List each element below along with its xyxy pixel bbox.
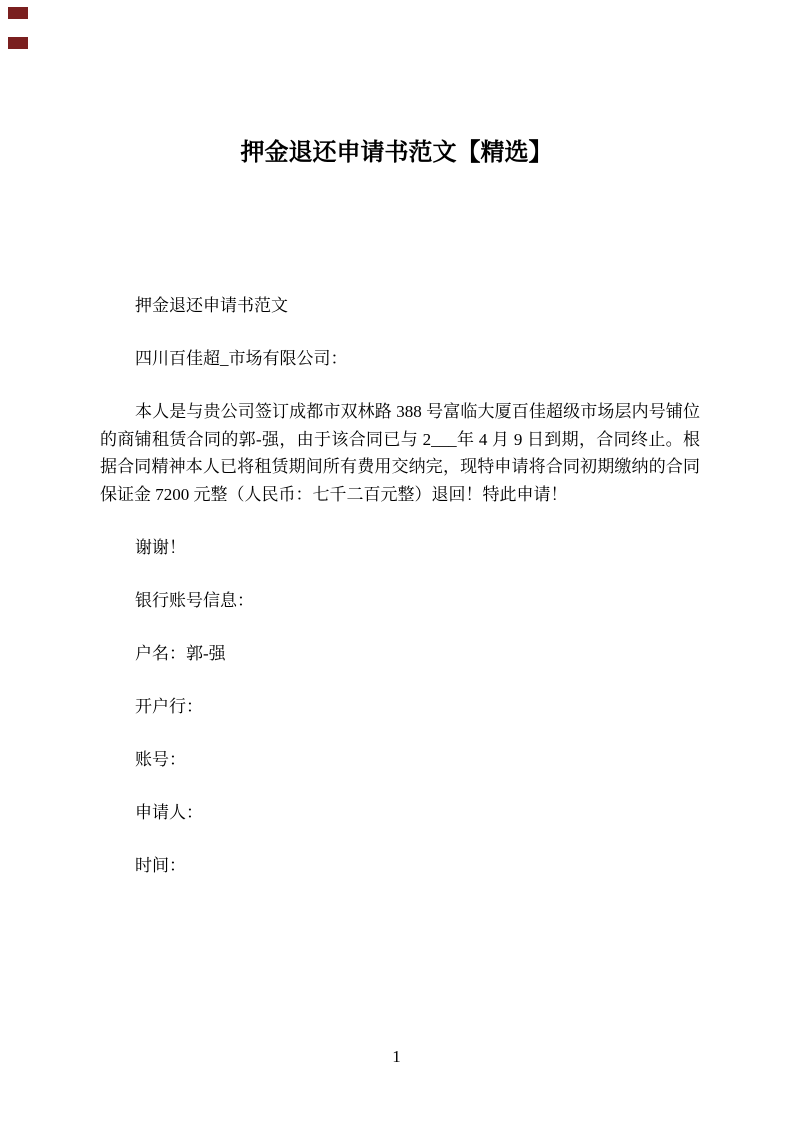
paragraph-applicant: 申请人： — [135, 802, 203, 822]
paragraph-date: 时间： — [135, 855, 186, 875]
paragraph-heading: 押金退还申请书范文 — [135, 296, 288, 315]
document-title: 押金退还申请书范文【精选】 — [240, 138, 553, 166]
paragraph-application-body: 本人是与贵公司签订成都市双林路 388 号富临大厦百佳超级市场层内号铺位的商铺租赁合同的郭-强，由于该合同已与 2___年 4 月 9 日到期，合同终止。根据合同精神本人已将租赁期间所有费用交纳完，现特申请将合同初期缴纳的合同保证金 7200 元整（人民币：七千二百元整）退回！特此申请！ — [100, 402, 700, 504]
paragraph-thanks: 谢谢！ — [135, 537, 186, 557]
paragraph-recipient-company: 四川百佳超_市场有限公司： — [135, 349, 348, 368]
corner-mark-bottom — [8, 37, 28, 49]
document-body — [100, 166, 700, 905]
page-number: 1 — [392, 1047, 401, 1066]
paragraph-account-name: 户名：郭-强 — [135, 643, 226, 663]
corner-mark-top — [8, 7, 28, 19]
paragraph-bank-branch: 开户行： — [135, 696, 203, 716]
paragraph-account-number: 账号： — [135, 749, 186, 769]
paragraph-bank-info-label: 银行账号信息： — [135, 590, 254, 610]
